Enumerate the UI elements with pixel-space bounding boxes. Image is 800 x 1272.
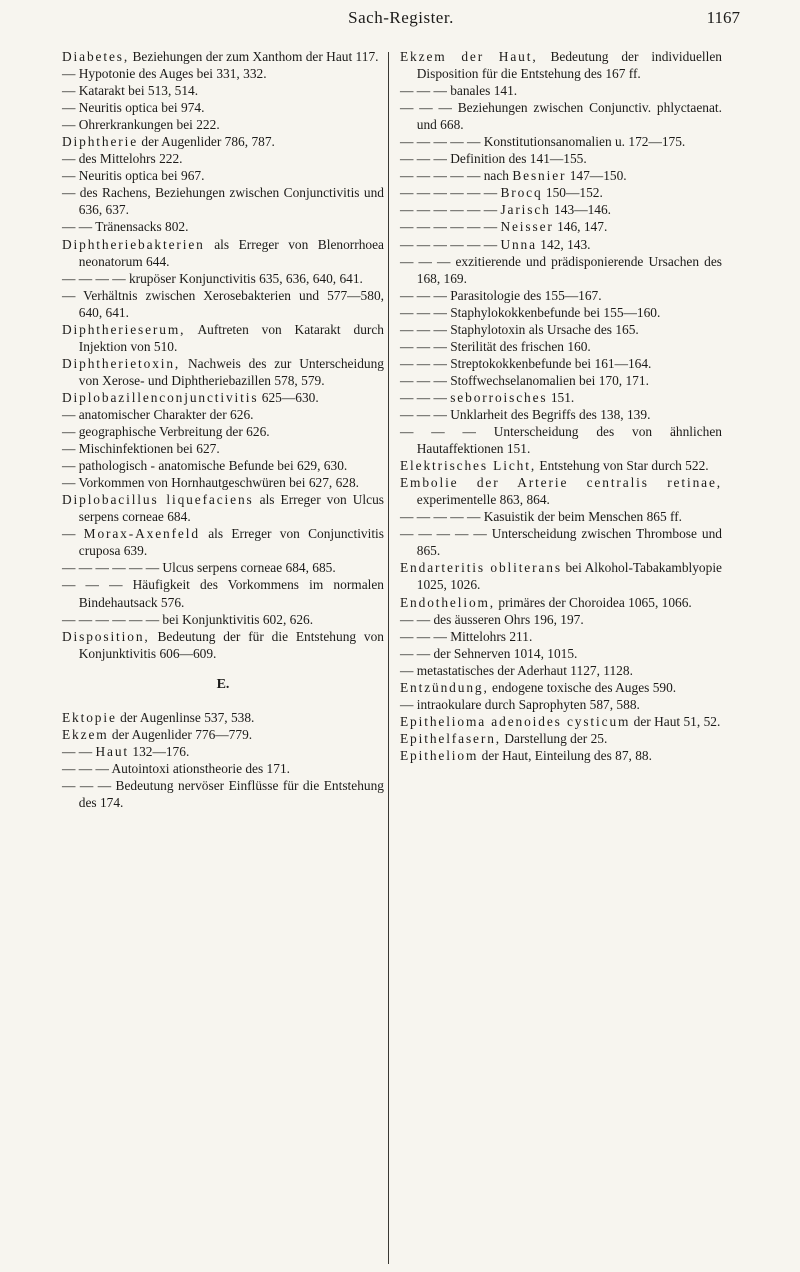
entry-text: — — — — — — Ulcus serpens corneae 684, 685. [62,560,336,576]
entry-text: — — — — — — [400,202,501,218]
index-entry [62,406,384,423]
index-entry [62,777,384,811]
entry-text: 132—176. [129,743,190,759]
index-entry [62,236,384,270]
entry-text: — — Tränensacks 802. [62,219,189,235]
entry-keyword: Besnier [512,168,567,184]
index-entry [62,611,384,628]
index-entry [400,253,722,287]
index-entry [400,559,722,593]
index-entry [62,355,384,389]
index-entry [62,628,384,662]
entry-text: — Ohrerkrankungen bei 222. [62,117,220,133]
entry-text: — — — — — Kasuistik der beim Menschen 865 ff. [400,509,683,525]
index-entry [62,440,384,457]
entry-text: Entstehung von Star durch 522. [536,458,709,474]
entry-text: — Mischinfektionen bei 627. [62,441,220,457]
index-entry [400,423,722,457]
entry-text: — — — Mittelohrs 211. [400,628,533,644]
index-entry [400,133,722,150]
entry-keyword: Haut [95,743,130,759]
entry-text: — — — — — — [400,185,501,201]
entry-keyword: Diphtheriebakterien [62,236,205,252]
index-entry [62,133,384,150]
entry-text: primäres der Choroidea 1065, 1066. [495,594,692,610]
entry-text: — des Rachens, Beziehungen zwischen Conjunctivitis und 636, 637. [62,185,384,218]
entry-keyword: Epithelfasern, [400,730,501,746]
entry-text: — pathologisch - anatomische Befunde bei 629, 630. [62,458,348,474]
index-entry [62,760,384,777]
entry-text: — — — Stoffwechselanomalien bei 170, 171. [400,372,649,388]
entry-keyword: Elektrisches Licht, [400,458,537,474]
entry-text: der Haut, Einteilung des 87, 88. [478,747,652,763]
column-divider [388,52,389,1264]
index-entry [400,594,722,611]
entry-text: Beziehungen der zum Xanthom der Haut 117. [129,49,379,64]
entry-text: experimentelle 863, 864. [416,492,550,508]
index-entry [62,457,384,474]
index-entry [400,457,722,474]
entry-text: Bedeutung der für die Entstehung von Konjunktivitis 606—609. [78,628,384,661]
index-entry [62,287,384,321]
entry-text: 146, 147. [553,219,608,235]
entry-text: — [62,526,84,542]
entry-keyword: Diplobacillus liquefaciens [62,492,254,508]
entry-text: der Augenlinse 537, 538. [116,709,255,725]
index-entry [62,709,384,726]
index-entry [62,48,384,65]
index-entry [400,184,722,201]
entry-text: der Augenlider 786, 787. [138,134,275,150]
index-entry [62,167,384,184]
index-entry [62,389,384,406]
entry-text: 143—146. [550,202,612,218]
index-entry [62,82,384,99]
entry-text: — — — Häufigkeit des Vorkommens im normalen Bindehautsack 576. [62,577,384,610]
entry-text: — — — Staphylokokkenbefunde bei 155—160. [400,304,661,320]
entry-text: — — — banales 141. [400,83,518,99]
entry-text: — Vorkommen von Hornhautgeschwüren bei 627, 628. [62,475,360,491]
index-entry [400,236,722,253]
entry-text: — — — — krupöser Konjunctivitis 635, 636, 640, 641. [62,270,363,286]
entry-text: — — — — — Konstitutionsanomalien u. 172—175. [400,134,686,150]
entry-text: — — — Beziehungen zwischen Conjunctiv. phlyctaenat. und 668. [400,100,722,133]
entry-text: — des Mittelohrs 222. [62,151,183,167]
entry-keyword: Epitheliom [400,747,479,763]
index-entry [400,338,722,355]
entry-keyword: Endarteritis obliterans [400,560,562,576]
entry-text: — — — Definition des 141—155. [400,151,587,167]
index-entry [400,645,722,662]
entry-keyword: Ektopie [62,709,117,725]
index-entry [400,389,722,406]
entry-text: bei Alkohol-Tabakamblyopie 1025, 1026. [416,560,722,593]
entry-text: — Neuritis optica bei 967. [62,168,205,184]
entry-text: 150—152. [542,185,603,201]
index-entry [400,150,722,167]
entry-text: 147—150. [566,168,627,184]
entry-text: — anatomischer Charakter der 626. [62,406,254,422]
index-entry [62,116,384,133]
entry-text: — geographische Verbreitung der 626. [62,424,270,440]
entry-keyword: Diphtherietoxin, [62,355,181,371]
entry-keyword: seborroisches [450,389,548,405]
index-entry [400,747,722,764]
entry-text: 151. [547,389,575,405]
entry-keyword: Embolie der Arterie centralis retinae, [400,475,722,491]
entry-text: — Katarakt bei 513, 514. [62,83,199,99]
entry-text: — Verhältnis zwischen Xerosebakterien und 577—580, 640, 641. [62,287,384,320]
index-entry [62,726,384,743]
index-entry [62,525,384,559]
entry-text: — — — Autointoxi ationstheorie des 171. [62,760,290,776]
entry-text: der Augenlider 776—779. [108,726,253,742]
entry-text: — — — Unterscheidung des von ähnlichen Hautaffektionen 151. [400,424,722,457]
entry-text: 142, 143. [536,236,591,252]
entry-text: als Erreger von Ulcus serpens corneae 684. [78,492,384,525]
entry-text: — — — exzitierende und prädisponierende Ursachen des 168, 169. [400,253,722,286]
entry-keyword: Diphtherie [62,134,139,150]
entry-text: — — [62,743,96,759]
entry-text: — Hypotonie des Auges bei 331, 332. [62,66,267,82]
index-entry [400,662,722,679]
entry-keyword: Endotheliom, [400,594,496,610]
entry-text: — — — Parasitologie des 155—167. [400,287,602,303]
index-entry [62,491,384,525]
entry-text: — — — [400,389,451,405]
entry-keyword: Epithelioma adenoides cysticum [400,713,631,729]
entry-text: Nachweis des zur Unterscheidung von Xerose- und Diphtheriebazillen 578, 579. [78,355,384,388]
index-entry [400,287,722,304]
index-entry [400,713,722,730]
entry-text: — metastatisches der Aderhaut 1127, 1128. [400,662,633,678]
entry-text: — — — — — Unterscheidung zwischen Thrombose und 865. [400,526,722,559]
section-heading: E. [216,676,230,692]
index-entry [62,99,384,116]
entry-keyword: Morax-Axenfeld [83,526,200,542]
index-entry [400,99,722,133]
index-entry [62,474,384,491]
index-entry [62,150,384,167]
index-entry [400,218,722,235]
entry-text: — — — — — — bei Konjunktivitis 602, 626. [62,611,314,627]
index-entry [400,679,722,696]
index-entry [62,270,384,287]
index-entry [400,167,722,184]
entry-text: als Erreger von Blenorrhoea neonatorum 644. [78,236,384,269]
index-entry [62,559,384,576]
index-entry [400,82,722,99]
index-entry [400,696,722,713]
index-entry [400,525,722,559]
index-entry [62,743,384,760]
entry-keyword: Brocq [500,185,543,201]
entry-text: — Neuritis optica bei 974. [62,100,205,116]
entry-text: — — — Sterilität des frischen 160. [400,338,591,354]
entry-keyword: Jarisch [500,202,551,218]
index-entry [62,218,384,235]
index-entry [400,355,722,372]
entry-keyword: Ekzem [62,726,109,742]
entry-text: — intraokulare durch Saprophyten 587, 588. [400,696,640,712]
entry-keyword: Neisser [500,219,554,235]
index-entry [400,508,722,525]
index-entry [62,65,384,82]
entry-keyword: Unna [500,236,537,252]
entry-text: — — — Staphylotoxin als Ursache des 165. [400,321,639,337]
entry-keyword: Diplobazillenconjunctivitis [62,389,259,405]
entry-text: endogene toxische des Auges 590. [488,679,677,695]
index-entry [400,201,722,218]
entry-text: — — — — — nach [400,168,513,184]
entry-text: als Erreger von Conjunctivitis cruposa 639. [78,526,384,559]
entry-keyword: Diphtherieserum, [62,321,186,337]
entry-text: Auftreten von Katarakt durch Injektion von 510. [78,321,384,354]
index-entry [400,321,722,338]
right-column [400,48,722,764]
index-entry [62,576,384,610]
entry-keyword: Entzündung, [400,679,489,695]
entry-text: — — — Unklarheit des Begriffs des 138, 139. [400,406,651,422]
index-entry [400,304,722,321]
entry-keyword: Disposition, [62,628,150,644]
entry-text: — — des äusseren Ohrs 196, 197. [400,611,584,627]
index-entry [400,48,722,82]
page-title: Sach-Register. [348,8,454,27]
entry-text: 625—630. [258,389,319,405]
index-entry [62,184,384,218]
entry-keyword: Diabetes, [62,49,130,64]
entry-text: — — — Streptokokkenbefunde bei 161—164. [400,355,652,371]
index-entry [400,372,722,389]
index-entry [400,474,722,508]
index-entry [400,628,722,645]
index-entry [62,321,384,355]
index-entry [400,406,722,423]
entry-text: — — — — — — [400,236,501,252]
page-number: 1167 [706,8,740,27]
index-entry [400,611,722,628]
entry-text: — — der Sehnerven 1014, 1015. [400,645,578,661]
index-entry [400,730,722,747]
entry-text: der Haut 51, 52. [630,713,721,729]
entry-text: — — — — — — [400,219,501,235]
index-entry [62,423,384,440]
entry-keyword: Ekzem der Haut, [400,49,538,64]
running-head [62,8,740,32]
entry-text: Darstellung der 25. [501,730,608,746]
entry-text: Bedeutung der individuellen Disposition für die Entstehung des 167 ff. [416,49,722,82]
entry-text: — — — Bedeutung nervöser Einflüsse für die Entstehung des 174. [62,777,384,810]
left-column [62,48,384,811]
